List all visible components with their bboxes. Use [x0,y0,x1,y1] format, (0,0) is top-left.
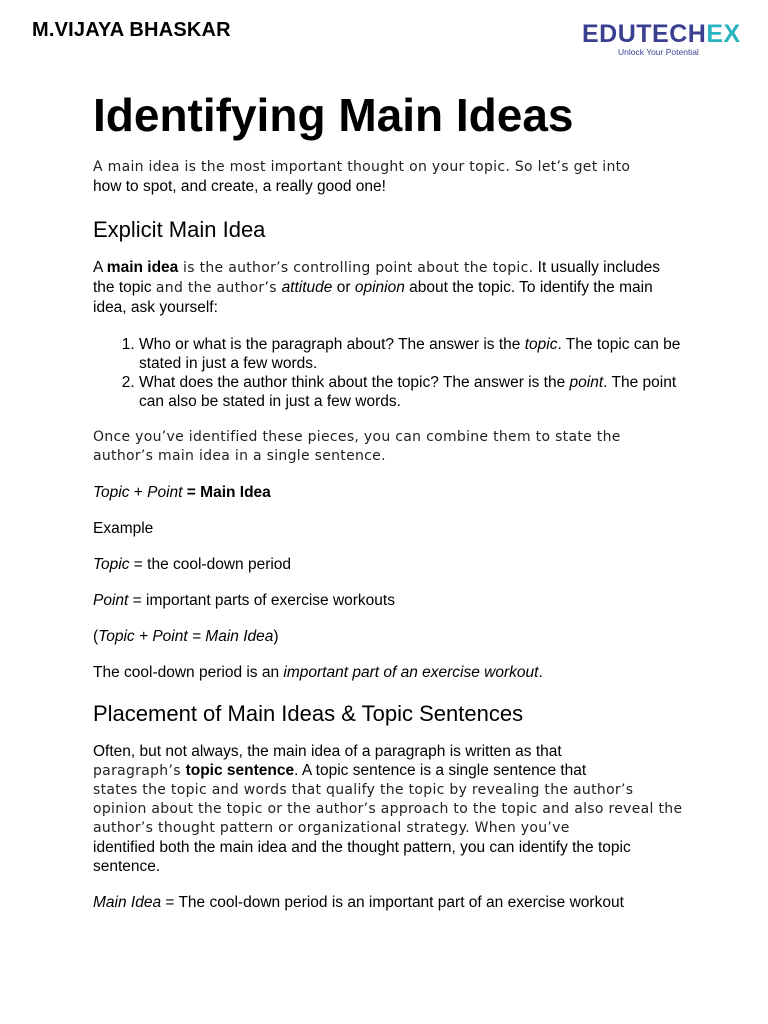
italic-term: Point [93,592,129,609]
example-sentence [93,663,683,682]
logo-text-main: EDUTECH [582,20,707,48]
text-run: . A topic sentence is a single sentence that [294,762,587,779]
example-label: Example [93,520,154,537]
main-idea-example [93,893,683,912]
bold-term: = Main Idea [182,484,271,501]
example-point [93,591,683,610]
placement-line-2 [93,761,683,781]
text-run: A [93,259,107,276]
text-run: = important parts of exercise workouts [128,592,395,609]
italic-term: Topic [93,484,130,501]
text-run: = The cool-down period is an important part of an exercise workout [161,894,624,911]
intro-line-1: A main idea is the most important thought on your topic. So let’s get into [93,159,631,175]
example-topic [93,555,683,574]
text-run: or [332,279,355,296]
text-run: It usually includes the topic [93,259,661,296]
text-run: + [129,484,148,501]
section-heading-placement: Placement of Main Ideas & Topic Sentences [93,701,524,726]
italic-term: topic [524,336,558,353]
section-heading-explicit: Explicit Main Idea [93,217,266,242]
list-item [139,373,683,411]
text-run: and the author’s [155,280,282,296]
italic-term: attitude [281,279,333,296]
text-run: paragraph’s [93,763,186,779]
combine-paragraph: Once you’ve identified these pieces, you can combine them to state the author’s main idea in a single sentence. [93,429,621,464]
logo-tagline: Unlock Your Potential [618,47,699,57]
text-run: Who or what is the paragraph about? The answer is the [139,336,525,353]
main-idea-definition [93,258,683,317]
logo-text-end: EX [706,20,741,48]
text-run: . The point can also be stated in just a few words. [139,374,677,410]
list-item [139,335,683,373]
author-name: M.VIJAYA BHASKAR [32,19,231,41]
question-list [93,335,683,411]
document-body [93,88,683,912]
italic-term: point [569,374,604,391]
text-run: is the author’s controlling point about the topic. [178,260,534,276]
text-run: What does the author think about the topic? The answer is the [139,374,570,391]
text-run: . [538,664,543,681]
italic-term: Point [147,484,183,501]
placement-line-1: Often, but not always, the main idea of a paragraph is written as that [93,743,562,760]
italic-term: Topic + Point = Main Idea [98,628,274,645]
formula [93,483,683,502]
edutechex-logo [582,20,757,58]
placement-line-4: identified both the main idea and the thought pattern, you can identify the topic sentence. [93,839,631,875]
placement-line-3: states the topic and words that qualify the topic by revealing the author’s opinion about the topic or the author’s approach to the topic and also reveal the author’s thought pattern or organizational strategy. When you’ve [93,782,683,836]
bold-term: main idea [106,259,179,276]
italic-term: important part of an exercise workout [283,664,539,681]
logo-wordmark [582,20,741,48]
text-run: The cool-down period is an [93,664,284,681]
bold-term: topic sentence [185,762,295,779]
example-formula: (Topic + Point = Main Idea) [93,628,279,645]
text-run: = the cool-down period [129,556,292,573]
page-title: Identifying Main Ideas [93,89,574,141]
text-run: about the topic. To identify the main idea, ask yourself: [93,279,653,316]
text-run: . The topic can be stated in just a few words. [139,336,681,372]
intro-line-2: how to spot, and create, a really good one! [93,178,386,195]
italic-term: Main Idea [93,894,162,911]
italic-term: Topic [93,556,130,573]
italic-term: opinion [354,279,405,296]
